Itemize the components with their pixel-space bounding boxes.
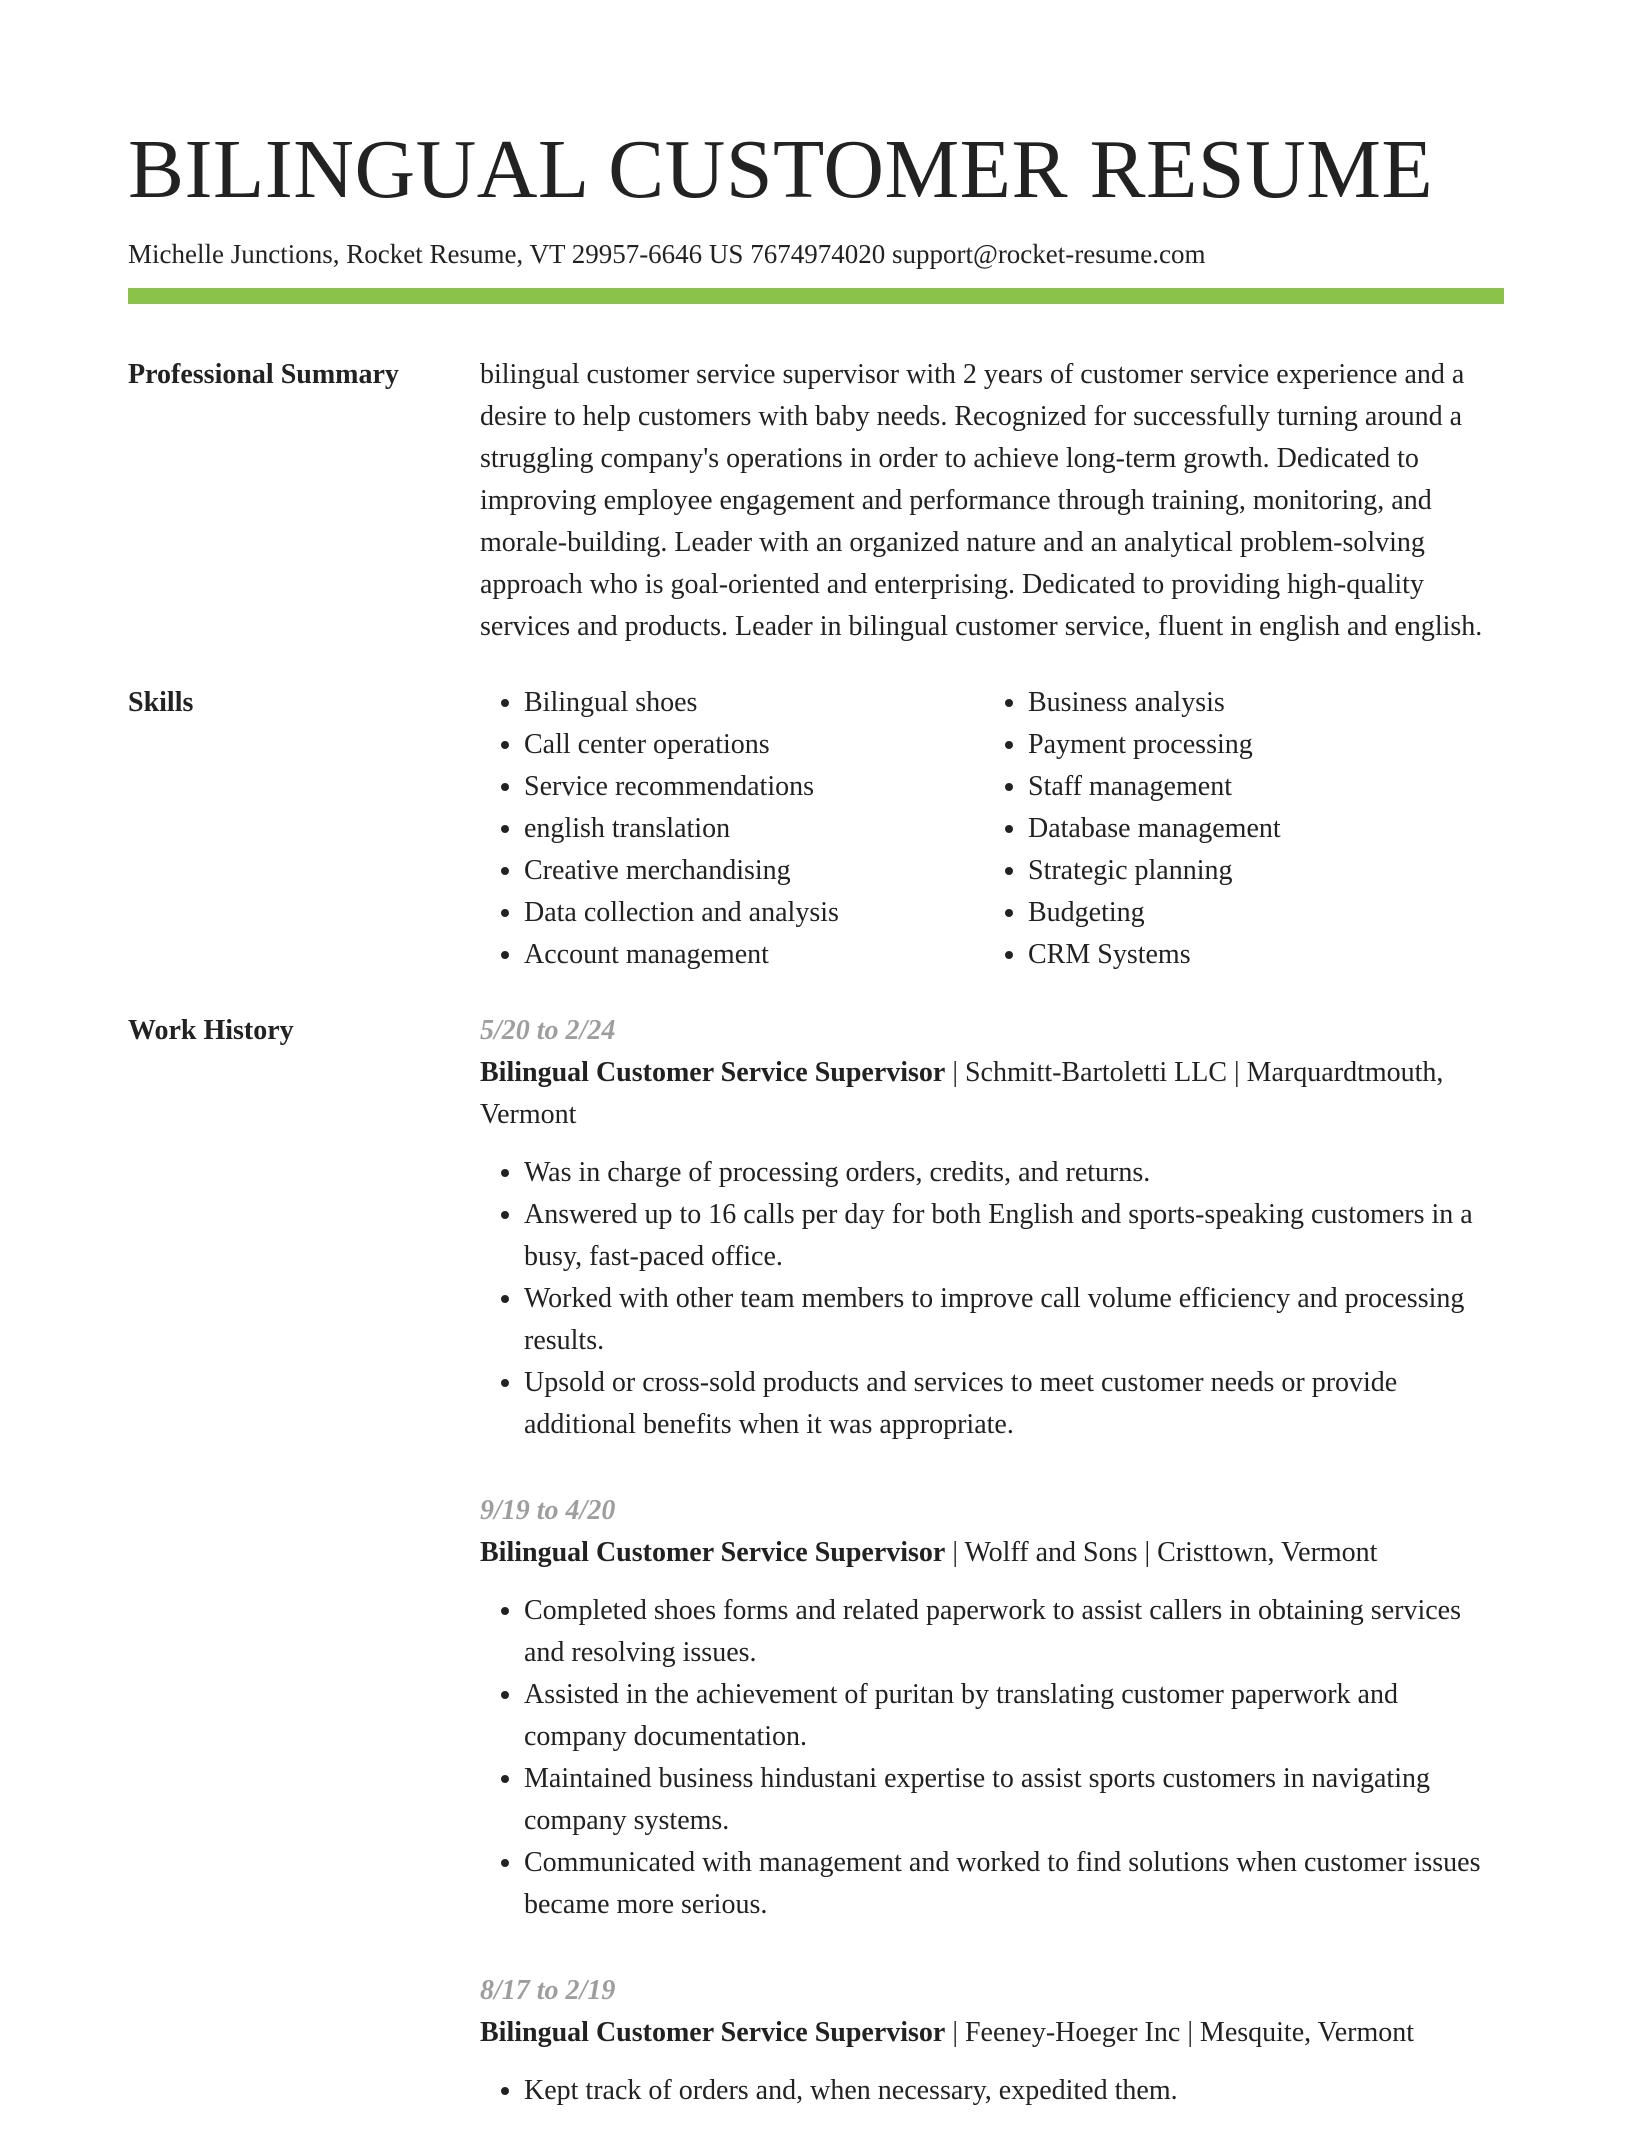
work-history-label: Work History bbox=[128, 1015, 294, 1046]
skills-body bbox=[480, 682, 1504, 976]
skill-item: • Business analysis bbox=[1028, 682, 1488, 724]
summary-text: bilingual customer service supervisor with 2 years of customer service experience and a desire to help customers with baby needs. Recognized for successfully turning around a struggling company's operations in order to achieve long-term growth. Dedicated to improving employee engagement and performance through training, monitoring, and morale-building. Leader with an organized nature and an analytical problem-solving approach who is goal-oriented and enterprising. Dedicated to providing high-quality services and products. Leader in bilingual customer service, fluent in english and english. bbox=[480, 359, 1483, 642]
work-history-body bbox=[480, 1010, 1504, 2156]
job-title: Bilingual Customer Service Supervisor bbox=[480, 2017, 946, 2048]
skill-item: • Bilingual shoes bbox=[524, 682, 984, 724]
job-dates: 5/20 to 2/24 bbox=[480, 1015, 616, 1046]
job-entry bbox=[480, 1490, 1504, 1926]
skill-item: • Staff management bbox=[1028, 766, 1488, 808]
contact-line: Michelle Junctions, Rocket Resume, VT 29957-6646 US 7674974020 support@rocket-resume.com bbox=[128, 239, 1206, 269]
skill-item: • Data collection and analysis bbox=[524, 892, 984, 934]
summary-body bbox=[480, 354, 1504, 648]
job-entry bbox=[480, 1010, 1504, 1446]
skills-section bbox=[128, 682, 1504, 976]
job-title: Bilingual Customer Service Supervisor bbox=[480, 1057, 946, 1088]
job-employer-location: | Wolff and Sons | Cristtown, Vermont bbox=[945, 1537, 1378, 1568]
skill-item: • Payment processing bbox=[1028, 724, 1488, 766]
accent-divider bbox=[128, 288, 1504, 304]
job-title: Bilingual Customer Service Supervisor bbox=[480, 1537, 946, 1568]
job-employer-location: | Schmitt-Bartoletti LLC | Marquardtmouth, Vermont bbox=[480, 1057, 1444, 1130]
skill-item: • Account management bbox=[524, 934, 984, 976]
skills-column-right bbox=[984, 682, 1488, 976]
job-bullet: • Was in charge of processing orders, credits, and returns. bbox=[524, 1152, 1504, 1194]
skill-item: • CRM Systems bbox=[1028, 934, 1488, 976]
skill-item: • Call center operations bbox=[524, 724, 984, 766]
skill-item: • Creative merchandising bbox=[524, 850, 984, 892]
job-bullet: • Maintained business hindustani expertise to assist sports customers in navigating company systems. bbox=[524, 1758, 1504, 1842]
job-bullet: • Communicated with management and worked to find solutions when customer issues became more serious. bbox=[524, 1842, 1504, 1926]
skill-item: • english translation bbox=[524, 808, 984, 850]
job-bullet: • Assisted in the achievement of puritan by translating customer paperwork and company documentation. bbox=[524, 1674, 1504, 1758]
skills-column-left bbox=[480, 682, 984, 976]
skills-label: Skills bbox=[128, 687, 194, 718]
job-dates: 8/17 to 2/19 bbox=[480, 1975, 616, 2006]
job-entry bbox=[480, 1970, 1504, 2112]
job-bullet: • Upsold or cross-sold products and services to meet customer needs or provide additional benefits when it was appropriate. bbox=[524, 1362, 1504, 1446]
job-bullets bbox=[480, 1152, 1504, 1446]
skill-item: • Budgeting bbox=[1028, 892, 1488, 934]
job-heading bbox=[480, 1532, 1504, 1574]
skill-item: • Service recommendations bbox=[524, 766, 984, 808]
summary-label: Professional Summary bbox=[128, 359, 399, 390]
skills-grid bbox=[480, 682, 1504, 976]
job-employer-location: | Feeney-Hoeger Inc | Mesquite, Vermont bbox=[945, 2017, 1415, 2048]
work-history-section bbox=[128, 1010, 1504, 2156]
resume-title: BILINGUAL CUSTOMER RESUME bbox=[128, 123, 1434, 216]
job-bullet: • Completed shoes forms and related paperwork to assist callers in obtaining services and resolving issues. bbox=[524, 1590, 1504, 1674]
job-dates: 9/19 to 4/20 bbox=[480, 1495, 616, 1526]
skill-item: • Database management bbox=[1028, 808, 1488, 850]
job-bullet: • Worked with other team members to improve call volume efficiency and processing results. bbox=[524, 1278, 1504, 1362]
job-heading bbox=[480, 1052, 1504, 1136]
job-bullet: • Kept track of orders and, when necessary, expedited them. bbox=[524, 2070, 1504, 2112]
summary-section bbox=[128, 354, 1504, 648]
job-bullets bbox=[480, 1590, 1504, 1926]
job-bullet: • Answered up to 16 calls per day for both English and sports-speaking customers in a busy, fast-paced office. bbox=[524, 1194, 1504, 1278]
job-bullets bbox=[480, 2070, 1504, 2112]
job-heading bbox=[480, 2012, 1504, 2054]
skill-item: • Strategic planning bbox=[1028, 850, 1488, 892]
